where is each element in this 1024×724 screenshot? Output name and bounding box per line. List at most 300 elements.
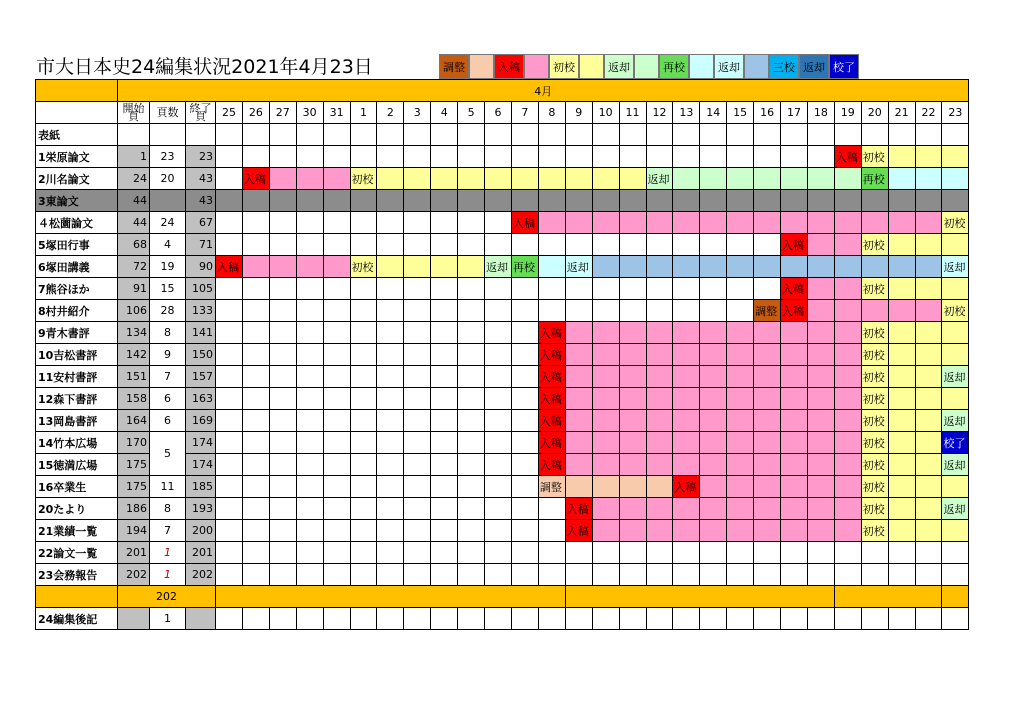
day-cell	[458, 234, 485, 256]
day-cell	[242, 608, 269, 630]
day-cell	[727, 234, 754, 256]
status-cell	[754, 410, 781, 432]
status-cell	[673, 256, 700, 278]
day-cell	[646, 608, 673, 630]
day-cell	[807, 146, 834, 168]
status-cell	[915, 344, 942, 366]
day-cell	[404, 344, 431, 366]
status-legend	[439, 54, 859, 79]
day-cell	[807, 608, 834, 630]
day-cell	[242, 388, 269, 410]
article-name: 6塚田講義	[36, 256, 118, 278]
status-cell	[700, 432, 727, 454]
day-cell	[619, 564, 646, 586]
status-cell	[915, 300, 942, 322]
article-name: 14竹本広場	[36, 432, 118, 454]
day-cell	[242, 454, 269, 476]
total-band	[942, 586, 969, 608]
day-cell	[700, 278, 727, 300]
day-cell	[888, 190, 915, 212]
day-cell	[538, 146, 565, 168]
start-page: 1	[118, 146, 150, 168]
day-cell	[296, 542, 323, 564]
day-cell	[296, 608, 323, 630]
status-cell: 初校	[861, 344, 888, 366]
day-cell	[485, 432, 512, 454]
status-cell	[915, 212, 942, 234]
day-cell	[888, 542, 915, 564]
day-cell	[511, 146, 538, 168]
status-cell	[565, 344, 592, 366]
day-cell	[485, 520, 512, 542]
end-page: 200	[186, 520, 216, 542]
day-cell	[242, 234, 269, 256]
day-cell	[431, 344, 458, 366]
status-cell: 初校	[861, 454, 888, 476]
status-cell	[323, 168, 350, 190]
page-count	[150, 190, 186, 212]
status-cell	[807, 498, 834, 520]
day-cell	[538, 520, 565, 542]
day-cell	[646, 542, 673, 564]
status-cell	[807, 388, 834, 410]
status-cell	[888, 278, 915, 300]
day-cell	[458, 454, 485, 476]
day-cell	[431, 476, 458, 498]
day-cell	[915, 564, 942, 586]
status-cell	[834, 168, 861, 190]
article-name: 7熊谷ほか	[36, 278, 118, 300]
status-cell	[619, 454, 646, 476]
status-cell	[807, 366, 834, 388]
table-row	[36, 366, 969, 388]
day-cell	[216, 234, 243, 256]
total-band	[216, 586, 566, 608]
page-count: 9	[150, 344, 186, 366]
day-cell	[861, 608, 888, 630]
status-cell	[727, 322, 754, 344]
status-cell: 入稿	[242, 168, 269, 190]
day-cell	[592, 564, 619, 586]
status-cell	[888, 388, 915, 410]
day-cell	[404, 608, 431, 630]
day-cell	[754, 190, 781, 212]
day-cell	[511, 300, 538, 322]
day-cell	[700, 542, 727, 564]
day-cell	[377, 190, 404, 212]
day-cell	[431, 542, 458, 564]
day-cell	[350, 190, 377, 212]
status-cell	[646, 520, 673, 542]
day-cell	[538, 564, 565, 586]
status-cell: 初校	[942, 300, 969, 322]
day-cell	[377, 278, 404, 300]
day-cell	[727, 564, 754, 586]
legend-item: 三校	[769, 54, 799, 79]
day-cell	[323, 300, 350, 322]
day-cell	[511, 542, 538, 564]
day-cell	[216, 542, 243, 564]
day-cell	[646, 564, 673, 586]
status-cell	[727, 410, 754, 432]
day-cell	[216, 608, 243, 630]
status-cell	[646, 322, 673, 344]
start-page: 91	[118, 278, 150, 300]
day-cell	[269, 476, 296, 498]
table-row	[36, 256, 969, 278]
status-cell	[727, 256, 754, 278]
status-cell	[565, 476, 592, 498]
day-cell	[431, 322, 458, 344]
status-cell: 再校	[861, 168, 888, 190]
day-cell	[754, 124, 781, 146]
day-cell	[511, 564, 538, 586]
status-cell	[673, 212, 700, 234]
legend-item: 調整	[439, 54, 469, 79]
table-row	[36, 410, 969, 432]
status-cell	[377, 168, 404, 190]
status-cell	[942, 344, 969, 366]
end-page: 23	[186, 146, 216, 168]
day-cell	[565, 146, 592, 168]
table-row	[36, 146, 969, 168]
start-page: 151	[118, 366, 150, 388]
day-cell	[458, 608, 485, 630]
status-cell	[834, 344, 861, 366]
day-cell	[269, 498, 296, 520]
status-cell	[458, 168, 485, 190]
day-cell	[377, 234, 404, 256]
table-row	[36, 498, 969, 520]
day-cell	[269, 146, 296, 168]
page-count: 7	[150, 520, 186, 542]
status-cell	[754, 322, 781, 344]
status-cell	[834, 322, 861, 344]
day-cell	[565, 608, 592, 630]
article-name: 22論文一覧	[36, 542, 118, 564]
status-cell	[619, 366, 646, 388]
day-cell	[377, 212, 404, 234]
status-cell	[727, 168, 754, 190]
day-cell	[216, 520, 243, 542]
day-cell	[458, 564, 485, 586]
day-cell	[485, 454, 512, 476]
day-cell	[942, 542, 969, 564]
status-cell	[807, 278, 834, 300]
status-cell	[807, 520, 834, 542]
table-row	[36, 278, 969, 300]
header-name	[36, 102, 118, 124]
day-cell	[511, 344, 538, 366]
day-cell	[592, 608, 619, 630]
day-header: 16	[754, 102, 781, 124]
day-cell	[485, 212, 512, 234]
day-cell	[592, 542, 619, 564]
article-name: 12森下書評	[36, 388, 118, 410]
article-name: 1栄原論文	[36, 146, 118, 168]
day-header: 10	[592, 102, 619, 124]
end-page: 133	[186, 300, 216, 322]
status-cell: 初校	[861, 146, 888, 168]
status-cell	[888, 212, 915, 234]
status-cell	[834, 256, 861, 278]
day-header: 5	[458, 102, 485, 124]
day-cell	[458, 344, 485, 366]
status-cell	[673, 344, 700, 366]
day-cell	[350, 322, 377, 344]
status-cell	[700, 168, 727, 190]
day-cell	[269, 190, 296, 212]
status-cell: 再校	[511, 256, 538, 278]
status-cell	[592, 432, 619, 454]
status-cell	[888, 454, 915, 476]
status-cell	[592, 344, 619, 366]
status-cell	[834, 454, 861, 476]
day-cell	[485, 498, 512, 520]
page-count: 6	[150, 388, 186, 410]
day-cell	[377, 564, 404, 586]
day-cell	[431, 432, 458, 454]
day-cell	[269, 454, 296, 476]
status-cell	[727, 212, 754, 234]
day-cell	[431, 212, 458, 234]
day-cell	[404, 278, 431, 300]
status-cell	[619, 256, 646, 278]
status-cell	[781, 454, 808, 476]
day-cell	[458, 432, 485, 454]
day-header: 7	[511, 102, 538, 124]
status-cell	[727, 432, 754, 454]
day-cell	[700, 146, 727, 168]
day-cell	[538, 608, 565, 630]
status-cell	[754, 476, 781, 498]
day-cell	[216, 278, 243, 300]
day-cell	[377, 454, 404, 476]
day-header: 27	[269, 102, 296, 124]
day-cell	[754, 234, 781, 256]
status-cell: 返却	[942, 410, 969, 432]
day-cell	[350, 388, 377, 410]
legend-item	[524, 54, 549, 79]
day-cell	[242, 212, 269, 234]
day-cell	[404, 498, 431, 520]
day-cell	[727, 124, 754, 146]
day-cell	[565, 234, 592, 256]
start-page	[118, 124, 150, 146]
day-cell	[216, 212, 243, 234]
status-cell	[592, 322, 619, 344]
day-cell	[216, 498, 243, 520]
day-cell	[458, 212, 485, 234]
day-header: 3	[404, 102, 431, 124]
day-cell	[216, 476, 243, 498]
status-cell: 初校	[861, 278, 888, 300]
day-header: 23	[942, 102, 969, 124]
day-cell	[216, 388, 243, 410]
status-cell	[700, 212, 727, 234]
day-cell	[404, 564, 431, 586]
day-cell	[323, 322, 350, 344]
status-cell	[646, 454, 673, 476]
day-cell	[700, 190, 727, 212]
status-cell	[888, 168, 915, 190]
legend-item: 入稿	[494, 54, 524, 79]
day-cell	[942, 564, 969, 586]
day-cell	[807, 542, 834, 564]
day-cell	[458, 190, 485, 212]
day-cell	[296, 124, 323, 146]
day-cell	[377, 322, 404, 344]
page-count: 1	[150, 542, 186, 564]
status-cell	[269, 168, 296, 190]
status-cell	[727, 344, 754, 366]
status-cell	[565, 410, 592, 432]
legend-item	[744, 54, 769, 79]
status-cell	[915, 366, 942, 388]
end-page: 193	[186, 498, 216, 520]
start-page: 68	[118, 234, 150, 256]
day-cell	[377, 432, 404, 454]
day-cell	[485, 190, 512, 212]
day-cell	[646, 234, 673, 256]
day-cell	[754, 146, 781, 168]
status-cell: 入稿	[781, 300, 808, 322]
status-cell	[700, 388, 727, 410]
page-count: 20	[150, 168, 186, 190]
day-cell	[646, 190, 673, 212]
status-cell	[781, 388, 808, 410]
status-cell	[942, 388, 969, 410]
status-cell	[834, 520, 861, 542]
article-name: 21業績一覧	[36, 520, 118, 542]
day-cell	[565, 278, 592, 300]
end-page: 201	[186, 542, 216, 564]
day-cell	[431, 498, 458, 520]
start-page: 158	[118, 388, 150, 410]
day-cell	[592, 124, 619, 146]
day-cell	[861, 124, 888, 146]
day-cell	[242, 366, 269, 388]
status-cell	[834, 234, 861, 256]
status-cell	[646, 212, 673, 234]
day-cell	[323, 278, 350, 300]
status-cell	[592, 498, 619, 520]
article-name: 20たより	[36, 498, 118, 520]
status-cell	[915, 168, 942, 190]
legend-item	[469, 54, 494, 79]
status-cell	[619, 498, 646, 520]
start-page: 201	[118, 542, 150, 564]
day-cell	[350, 124, 377, 146]
day-cell	[619, 146, 646, 168]
end-page: 43	[186, 190, 216, 212]
day-cell	[619, 234, 646, 256]
day-cell	[565, 564, 592, 586]
status-cell	[807, 234, 834, 256]
legend-item	[579, 54, 604, 79]
status-cell	[834, 432, 861, 454]
article-name: ４松薗論文	[36, 212, 118, 234]
day-cell	[377, 366, 404, 388]
day-cell	[242, 476, 269, 498]
day-cell	[242, 564, 269, 586]
status-cell	[538, 256, 565, 278]
day-cell	[323, 344, 350, 366]
day-cell	[646, 300, 673, 322]
day-cell	[296, 234, 323, 256]
day-cell	[511, 124, 538, 146]
status-cell	[646, 256, 673, 278]
day-cell	[781, 608, 808, 630]
day-cell	[269, 234, 296, 256]
day-header: 9	[565, 102, 592, 124]
status-cell	[673, 322, 700, 344]
day-cell	[350, 498, 377, 520]
day-cell	[323, 124, 350, 146]
day-cell	[431, 278, 458, 300]
day-cell	[269, 520, 296, 542]
start-page: 134	[118, 322, 150, 344]
status-cell	[565, 454, 592, 476]
day-cell	[754, 542, 781, 564]
page-count: 4	[150, 234, 186, 256]
status-cell	[754, 366, 781, 388]
day-header: 18	[807, 102, 834, 124]
day-cell	[269, 608, 296, 630]
status-cell	[700, 498, 727, 520]
article-name: 3東論文	[36, 190, 118, 212]
day-header: 1	[350, 102, 377, 124]
day-cell	[377, 410, 404, 432]
day-cell	[485, 124, 512, 146]
day-cell	[323, 432, 350, 454]
day-cell	[431, 608, 458, 630]
day-cell	[565, 300, 592, 322]
status-cell	[942, 476, 969, 498]
day-cell	[727, 300, 754, 322]
day-cell	[511, 366, 538, 388]
day-cell	[754, 608, 781, 630]
day-cell	[700, 124, 727, 146]
day-cell	[431, 366, 458, 388]
day-cell	[485, 344, 512, 366]
status-cell	[592, 520, 619, 542]
day-cell	[538, 234, 565, 256]
day-cell	[781, 124, 808, 146]
page-count: 23	[150, 146, 186, 168]
status-cell: 初校	[861, 498, 888, 520]
status-cell: 入稿	[538, 454, 565, 476]
page-count: 5	[150, 432, 186, 476]
day-cell	[485, 322, 512, 344]
day-cell	[323, 564, 350, 586]
status-cell	[673, 168, 700, 190]
start-page: 175	[118, 476, 150, 498]
status-cell: 入稿	[511, 212, 538, 234]
status-cell	[915, 322, 942, 344]
table-row	[36, 388, 969, 410]
day-cell	[404, 190, 431, 212]
status-cell	[888, 498, 915, 520]
day-cell	[296, 520, 323, 542]
day-cell	[323, 520, 350, 542]
day-cell	[565, 190, 592, 212]
status-cell: 返却	[942, 454, 969, 476]
day-cell	[296, 498, 323, 520]
status-cell	[754, 520, 781, 542]
status-cell	[565, 432, 592, 454]
status-cell	[673, 454, 700, 476]
